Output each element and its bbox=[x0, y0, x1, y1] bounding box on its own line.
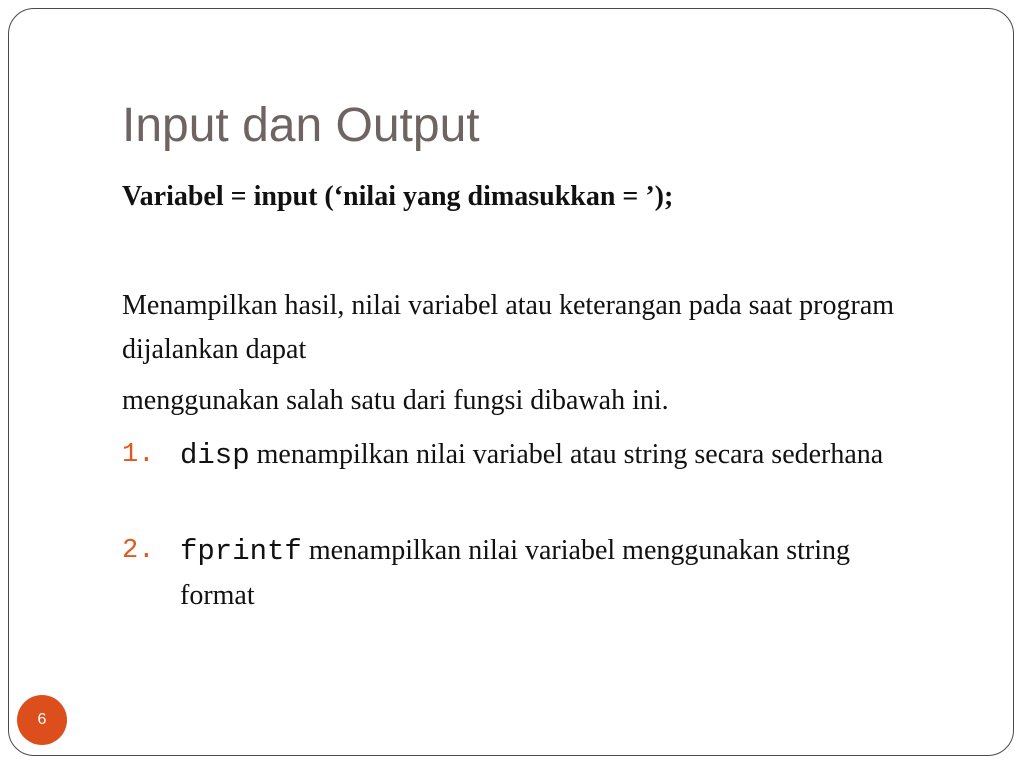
list-item-text bbox=[180, 529, 902, 618]
slide-frame bbox=[8, 8, 1014, 756]
list-number: 2. bbox=[122, 536, 155, 566]
syntax-line: Variabel = input (‘nilai yang dimasukkan = ’); bbox=[122, 181, 674, 212]
list-item-fprintf bbox=[122, 529, 902, 618]
description-continuation: menggunakan salah satu dari fungsi dibawah ini. bbox=[122, 385, 669, 416]
list-description: menampilkan nilai variabel menggunakan string format bbox=[180, 535, 851, 611]
list-item-disp bbox=[122, 433, 902, 478]
slide-title: Input dan Output bbox=[122, 99, 480, 152]
description-paragraph: Menampilkan hasil, nilai variabel atau keterangan pada saat program dijalankan dapat bbox=[122, 290, 895, 365]
page-number-badge: 6 bbox=[17, 695, 67, 745]
list-description: menampilkan nilai variabel atau string secara sederhana bbox=[249, 439, 884, 470]
list-item-text bbox=[180, 433, 902, 478]
code-keyword: fprintf bbox=[180, 535, 302, 568]
list-number: 1. bbox=[122, 440, 155, 470]
code-keyword: disp bbox=[180, 439, 250, 472]
